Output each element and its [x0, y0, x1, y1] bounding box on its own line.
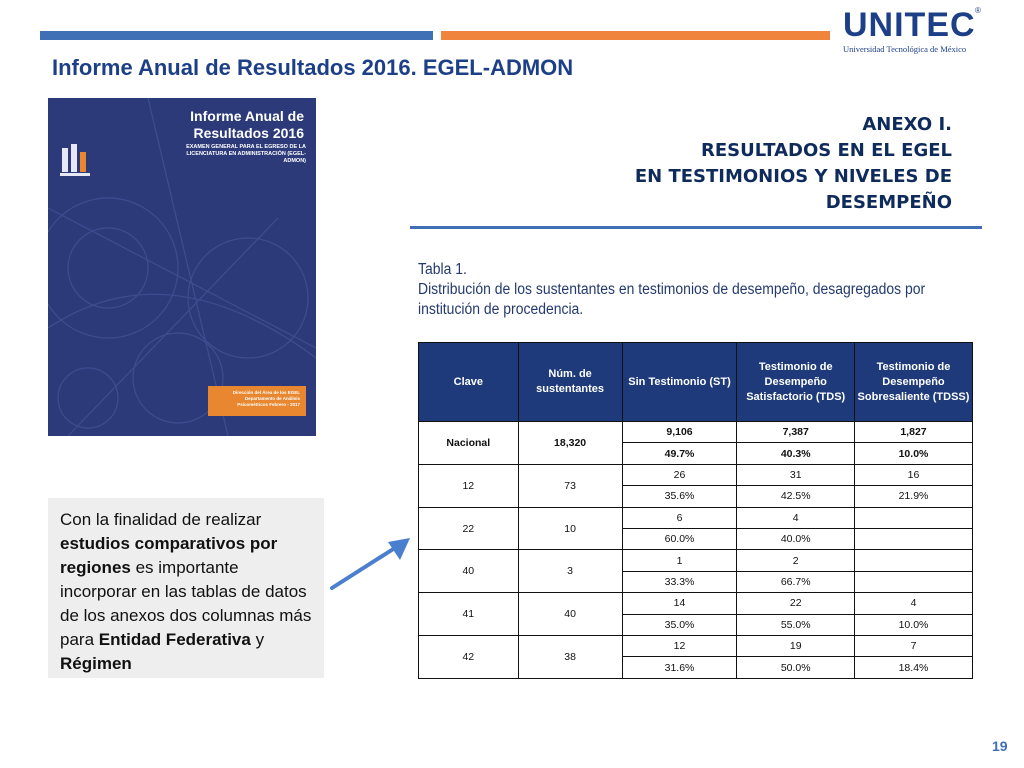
cell-tdss-percent: 21.9% — [854, 486, 972, 507]
report-cover-image — [48, 98, 316, 436]
cell-tdss-percent: 10.0% — [854, 443, 972, 464]
annex-line: ANEXO I. — [862, 114, 952, 135]
unitec-logo — [843, 6, 983, 58]
cell-tdss-count: 4 — [854, 593, 972, 614]
cell-clave: Nacional — [419, 422, 519, 465]
col-header-clave: Clave — [419, 343, 519, 422]
cell-clave: 40 — [419, 550, 519, 593]
note-bold-regimen: Régimen — [60, 654, 132, 673]
annex-underline — [410, 226, 982, 229]
annex-line: EN TESTIMONIOS Y NIVELES DE — [634, 166, 952, 187]
col-header-num-sustentantes: Núm. de sustentantes — [518, 343, 622, 422]
pointer-arrow-icon — [326, 532, 416, 594]
cell-st-count: 12 — [622, 636, 737, 657]
page-number: 19 — [992, 738, 1008, 754]
col-header-tdss: Testimonio de Desempeño Sobresaliente (TDSS) — [854, 343, 972, 422]
cell-tdss-count — [854, 507, 972, 528]
header-blue-bar — [40, 31, 433, 40]
cell-num-sustentantes: 10 — [518, 507, 622, 550]
cell-st-percent: 35.0% — [622, 614, 737, 635]
table-caption — [418, 260, 931, 320]
cell-st-percent: 31.6% — [622, 657, 737, 679]
cell-clave: 41 — [419, 593, 519, 636]
cell-num-sustentantes: 40 — [518, 593, 622, 636]
cell-st-percent: 49.7% — [622, 443, 737, 464]
note-bold-regions: estudios comparativos por regiones — [60, 534, 278, 577]
logo-wordmark: UNITEC — [843, 6, 976, 44]
cell-tds-percent: 66.7% — [737, 571, 855, 592]
note-bold-entidad: Entidad Federativa — [98, 630, 251, 649]
table-caption-description: Distribución de los sustentantes en testimonios de desempeño, desagregados por institución de procedencia. — [418, 281, 926, 318]
cell-tdss-percent — [854, 529, 972, 550]
slide-title: Informe Anual de Resultados 2016. EGEL-ADMON — [52, 55, 574, 80]
cover-orange-band — [208, 386, 306, 416]
cell-tds-percent: 40.0% — [737, 529, 855, 550]
annex-heading — [560, 112, 952, 216]
note-text-part: Con la finalidad de realizar — [60, 510, 262, 529]
cover-title-line1: Informe Anual de — [190, 108, 304, 124]
cell-tds-count: 2 — [737, 550, 855, 571]
cell-st-count: 1 — [622, 550, 737, 571]
header-orange-bar — [441, 31, 830, 40]
cover-title-line2: Resultados 2016 — [193, 125, 304, 141]
cover-title — [144, 108, 304, 142]
col-header-sin-testimonio: Sin Testimonio (ST) — [622, 343, 737, 422]
cell-tds-percent: 55.0% — [737, 614, 855, 635]
cell-st-percent: 35.6% — [622, 486, 737, 507]
logo-subtitle: Universidad Tecnológica de México — [843, 44, 967, 54]
logo-registered-mark: ® — [975, 6, 981, 15]
cell-num-sustentantes: 18,320 — [518, 422, 622, 465]
note-text — [60, 508, 318, 676]
cell-st-count: 6 — [622, 507, 737, 528]
cell-num-sustentantes: 3 — [518, 550, 622, 593]
table-row — [419, 507, 973, 528]
table-caption-label: Tabla 1. — [418, 261, 467, 278]
cover-subtitle: EXAMEN GENERAL PARA EL EGRESO DE LA LICENCIATURA EN ADMINISTRACIÓN (EGEL-ADMON) — [186, 144, 306, 164]
cell-tds-percent: 40.3% — [737, 443, 855, 464]
table-header-row — [419, 343, 973, 422]
cell-tds-count: 4 — [737, 507, 855, 528]
cell-st-percent: 33.3% — [622, 571, 737, 592]
cell-tdss-percent — [854, 571, 972, 592]
cell-clave: 12 — [419, 464, 519, 507]
cell-st-count: 9,106 — [622, 422, 737, 443]
cell-tds-count: 7,387 — [737, 422, 855, 443]
cover-band-text: Dirección del Área de los EGEL Departamento de Análisis Psicométricos Febrero - 2017 — [232, 390, 300, 407]
cell-tds-count: 19 — [737, 636, 855, 657]
cell-tdss-percent: 10.0% — [854, 614, 972, 635]
cell-clave: 42 — [419, 636, 519, 679]
table-row — [419, 636, 973, 657]
col-header-tds: Testimonio de Desempeño Satisfactorio (TDS) — [737, 343, 855, 422]
cell-tdss-count: 16 — [854, 464, 972, 485]
cell-tdss-percent: 18.4% — [854, 657, 972, 679]
cell-tdss-count: 7 — [854, 636, 972, 657]
note-text-part: es importante incorporar en las tablas de datos de los anexos dos columnas más para — [60, 558, 312, 649]
note-box — [48, 498, 324, 678]
table-row — [419, 464, 973, 485]
cell-tds-percent: 50.0% — [737, 657, 855, 679]
table-row — [419, 593, 973, 614]
cell-num-sustentantes: 38 — [518, 636, 622, 679]
table-row — [419, 550, 973, 571]
cell-tdss-count — [854, 550, 972, 571]
note-text-part: y — [250, 630, 265, 649]
annex-line: DESEMPEÑO — [825, 192, 952, 213]
ceneval-emblem-icon — [58, 142, 96, 178]
cell-tds-count: 22 — [737, 593, 855, 614]
cell-tdss-count: 1,827 — [854, 422, 972, 443]
cell-st-count: 26 — [622, 464, 737, 485]
table-row — [419, 422, 973, 443]
cell-tds-percent: 42.5% — [737, 486, 855, 507]
cell-tds-count: 31 — [737, 464, 855, 485]
cell-clave: 22 — [419, 507, 519, 550]
annex-line: RESULTADOS EN EL EGEL — [700, 140, 952, 161]
cell-num-sustentantes: 73 — [518, 464, 622, 507]
cell-st-percent: 60.0% — [622, 529, 737, 550]
cell-st-count: 14 — [622, 593, 737, 614]
results-table — [418, 342, 973, 679]
